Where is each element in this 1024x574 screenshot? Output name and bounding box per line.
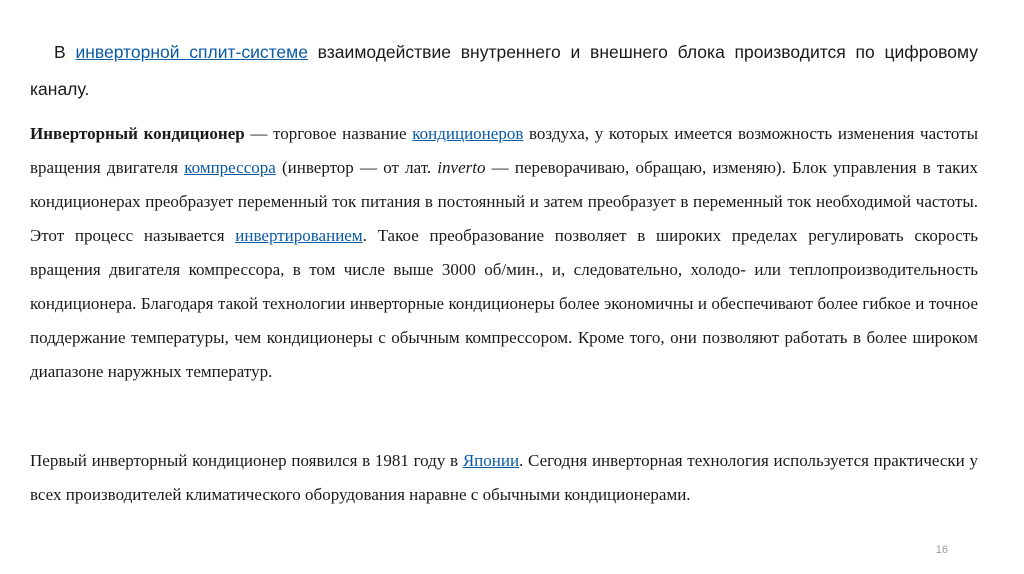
definition-text-2: воздуха, у которых имеется возможность изменения частоты вращения двигателя bbox=[30, 124, 978, 177]
page-number: 16 bbox=[935, 544, 948, 556]
term-inverter-conditioner: Инверторный кондиционер bbox=[30, 124, 245, 143]
latin-term: inverto bbox=[437, 158, 486, 177]
link-inverting[interactable]: инвертированием bbox=[235, 226, 363, 245]
link-japan[interactable]: Японии bbox=[462, 451, 520, 470]
intro-text-start: В bbox=[54, 42, 76, 62]
link-compressor[interactable]: компрессора bbox=[184, 158, 276, 177]
link-inverter-split-system[interactable]: инверторной сплит-системе bbox=[75, 42, 308, 62]
link-conditioners[interactable]: кондиционеров bbox=[412, 124, 524, 143]
paragraph-history bbox=[30, 444, 978, 512]
paragraph-intro bbox=[30, 34, 978, 108]
definition-text-3: (инвертор — от лат. bbox=[275, 158, 438, 177]
history-text-2: . Сегодня инверторная технология используется практически у всех производителей климатического оборудования наравне с обычными кондиционерами. bbox=[30, 451, 979, 504]
definition-text-1: — торговое название bbox=[244, 124, 413, 143]
paragraph-definition bbox=[30, 117, 978, 389]
definition-text-4: — переворачиваю, обращаю, изменяю). Блок управления в таких кондиционерах преобразует переменный ток питания в постоянный и затем преобразует в переменный ток необходимой частоты. Этот процесс называется bbox=[30, 158, 978, 245]
definition-text-5: . Такое преобразование позволяет в широких пределах регулировать скорость вращения двигателя компрессора, в том числе выше 3000 об/мин., и, следовательно, холодо- или теплопроизводительность кондиционера. Благодаря такой технологии инверторные кондиционеры более экономичны и обеспечивают более гибкое и точное поддержание температуры, чем кондиционеры с обычным компрессором. Кроме того, они позволяют работать в более широком диапазоне наружных температур. bbox=[30, 226, 978, 381]
intro-text-end: взаимодействие внутреннего и внешнего блока производится по цифровому каналу. bbox=[30, 42, 978, 99]
history-text-1: Первый инверторный кондиционер появился в 1981 году в bbox=[30, 451, 463, 470]
